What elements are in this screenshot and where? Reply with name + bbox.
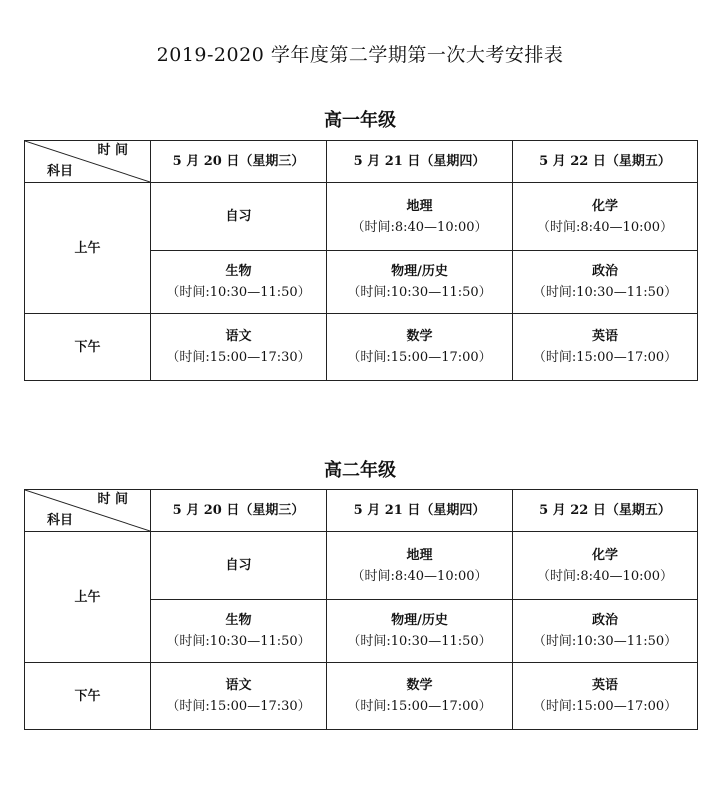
- exam-subject: 生物: [225, 613, 252, 628]
- schedule-table-grade-1: [24, 140, 698, 381]
- table-row: [25, 532, 698, 600]
- exam-subject: 数学: [406, 678, 433, 693]
- exam-time: （时间:15:00—17:00）: [347, 699, 492, 714]
- exam-cell: [327, 183, 513, 251]
- exam-subject: 自习: [225, 209, 252, 224]
- exam-cell: [513, 532, 698, 600]
- header-row: [25, 141, 698, 183]
- exam-cell: [513, 183, 698, 251]
- exam-time: （时间:8:40—10:00）: [536, 568, 674, 584]
- corner-cell: [25, 141, 151, 183]
- exam-subject: 地理: [406, 547, 433, 563]
- exam-cell: [327, 600, 513, 663]
- exam-time: （时间:15:00—17:00）: [532, 699, 678, 714]
- exam-cell: [513, 314, 698, 381]
- exam-cell: [151, 600, 327, 663]
- morning-label: 上午: [25, 532, 151, 663]
- afternoon-label: 下午: [25, 314, 151, 381]
- exam-cell: [151, 183, 327, 251]
- exam-cell: [327, 663, 513, 730]
- exam-time: （时间:10:30—11:50）: [347, 285, 492, 300]
- morning-label: 上午: [25, 183, 151, 314]
- exam-subject: 英语: [591, 329, 618, 344]
- section-title-grade-1: 高一年级: [324, 110, 396, 131]
- corner-subject-label: 科目: [47, 513, 74, 528]
- exam-subject: 语文: [225, 678, 252, 693]
- exam-subject: 化学: [591, 547, 618, 563]
- exam-subject: 化学: [591, 198, 618, 214]
- diagonal-line: [25, 490, 150, 531]
- exam-time: （时间:15:00—17:00）: [347, 350, 492, 365]
- exam-subject: 生物: [225, 264, 252, 279]
- corner-time-label: 时 间: [97, 492, 128, 507]
- exam-subject: 地理: [406, 198, 433, 214]
- corner-time-label: 时 间: [97, 143, 128, 158]
- exam-cell: [151, 314, 327, 381]
- corner-cell: [25, 490, 151, 532]
- date-header: 5 月 22 日（星期五）: [513, 141, 698, 183]
- date-header: 5 月 22 日（星期五）: [513, 490, 698, 532]
- schedule-table-grade-2: [24, 489, 698, 730]
- document-title: 2019-2020 学年度第二学期第一次大考安排表: [156, 44, 564, 66]
- date-header: 5 月 20 日（星期三）: [151, 490, 327, 532]
- exam-time: （时间:10:30—11:50）: [166, 285, 311, 300]
- exam-subject: 自习: [225, 558, 252, 573]
- diagonal-line: [25, 141, 150, 182]
- exam-cell: [327, 314, 513, 381]
- exam-subject: 语文: [225, 329, 252, 344]
- exam-cell: [151, 532, 327, 600]
- exam-time: （时间:8:40—10:00）: [351, 219, 488, 235]
- exam-cell: [327, 532, 513, 600]
- exam-time: （时间:15:00—17:30）: [166, 699, 311, 714]
- date-header: 5 月 20 日（星期三）: [151, 141, 327, 183]
- corner-subject-label: 科目: [47, 164, 74, 179]
- exam-subject: 政治: [591, 613, 618, 628]
- exam-time: （时间:15:00—17:30）: [166, 350, 311, 365]
- afternoon-label: 下午: [25, 663, 151, 730]
- exam-cell: [513, 251, 698, 314]
- exam-subject: 物理/历史: [391, 613, 448, 628]
- table-row: [25, 314, 698, 381]
- table-row: [25, 663, 698, 730]
- exam-cell: [327, 251, 513, 314]
- exam-cell: [151, 251, 327, 314]
- exam-time: （时间:8:40—10:00）: [536, 219, 674, 235]
- table-row: [25, 183, 698, 251]
- exam-time: （时间:10:30—11:50）: [532, 285, 678, 300]
- date-header: 5 月 21 日（星期四）: [327, 141, 513, 183]
- exam-cell: [151, 663, 327, 730]
- exam-subject: 物理/历史: [391, 264, 448, 279]
- exam-cell: [513, 600, 698, 663]
- exam-subject: 数学: [406, 329, 433, 344]
- exam-time: （时间:15:00—17:00）: [532, 350, 678, 365]
- header-row: [25, 490, 698, 532]
- exam-time: （时间:10:30—11:50）: [166, 634, 311, 649]
- exam-time: （时间:10:30—11:50）: [532, 634, 678, 649]
- section-title-grade-2: 高二年级: [324, 460, 396, 481]
- exam-time: （时间:8:40—10:00）: [351, 568, 488, 584]
- exam-subject: 政治: [591, 264, 618, 279]
- exam-time: （时间:10:30—11:50）: [347, 634, 492, 649]
- date-header: 5 月 21 日（星期四）: [327, 490, 513, 532]
- exam-cell: [513, 663, 698, 730]
- exam-subject: 英语: [591, 678, 618, 693]
